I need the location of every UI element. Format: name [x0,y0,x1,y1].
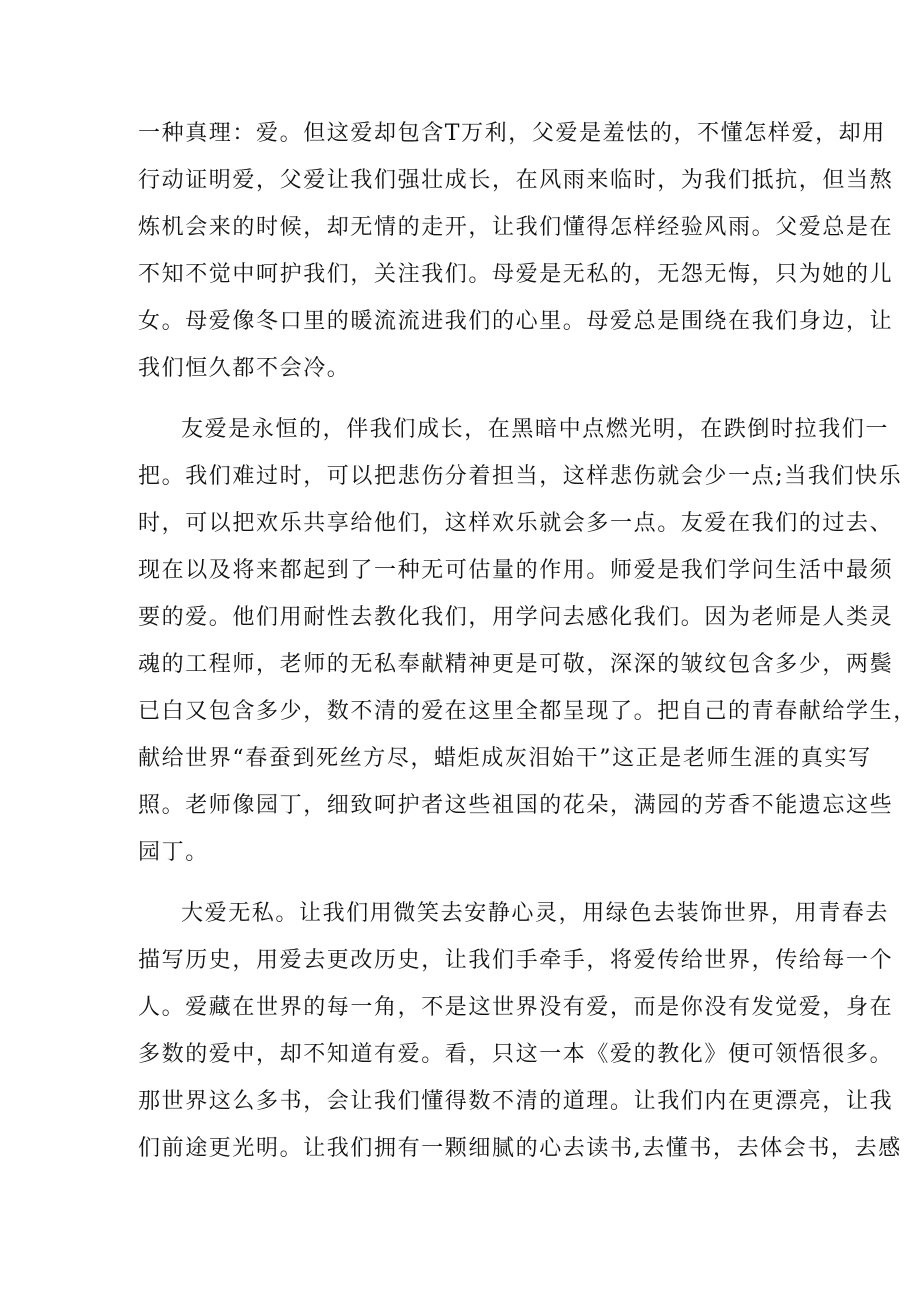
document-body [138,121,917,1183]
text-line: 现在以及将来都起到了一种无可估量的作用。师爱是我们学问生活中最须 [138,558,894,583]
text-line: 描写历史，用爱去更改历史，让我们手牵手，将爱传给世界，传给每一个 [138,948,894,973]
text-line-indented: 大爱无私。让我们用微笑去安静心灵，用绿色去装饰世界，用青春去 [181,901,890,926]
text-line: 不知不觉中呵护我们，关注我们。母爱是无私的，无怨无悔，只为她的儿 [138,262,894,287]
text-line: 园丁。 [138,840,209,865]
text-line: 魂的工程师，老师的无私奉献精神更是可敬，深深的皱纹包含多少，两鬓 [138,652,894,677]
text-line: 多数的爱中，却不知道有爱。看，只这一本《爱的教化》便可领悟很多。 [138,1042,894,1067]
text-line: 把。我们难过时，可以把悲伤分着担当，这样悲伤就会少一点;当我们快乐 [138,464,903,489]
text-line: 行动证明爱，父爱让我们强壮成长，在风雨来临时，为我们抵抗，但当熬 [138,168,894,193]
text-line: 要的爱。他们用耐性去教化我们，用学问去感化我们。因为老师是人类灵 [138,605,894,630]
paragraph-2 [138,417,917,887]
paragraph-3 [138,901,902,1183]
text-line: 那世界这么多书，会让我们懂得数不清的道理。让我们内在更漂亮，让我 [138,1089,894,1114]
paragraph-1 [138,121,894,403]
text-line: 时，可以把欢乐共享给他们，这样欢乐就会多一点。友爱在我们的过去、 [138,511,894,536]
text-line: 已白又包含多少，数不清的爱在这里全都呈现了。把自己的青春献给学生， [138,699,917,724]
text-line: 炼机会来的时候，却无情的走开，让我们懂得怎样经验风雨。父爱总是在 [138,215,894,240]
text-line: 一种真理：爱。但这爱却包含T万利，父爱是羞怯的，不懂怎样爱，却用 [138,121,886,146]
text-line: 献给世界“春蚕到死丝方尽，蜡炬成灰泪始干”这正是老师生涯的真实写 [138,746,872,771]
paragraph-spacer [138,887,786,901]
text-line: 们前途更光明。让我们拥有一颗细腻的心去读书,去懂书，去体会书，去感 [138,1136,902,1161]
paragraph-spacer [138,403,786,417]
text-line: 照。老师像园丁，细致呵护者这些祖国的花朵，满园的芳香不能遗忘这些 [138,793,894,818]
text-line: 人。爱藏在世界的每一角，不是这世界没有爱，而是你没有发觉爱，身在 [138,995,894,1020]
text-line-indented: 友爱是永恒的，伴我们成长，在黑暗中点燃光明，在跌倒时拉我们一 [181,417,890,442]
text-line: 女。母爱像冬口里的暖流流进我们的心里。母爱总是围绕在我们身边，让 [138,309,894,334]
text-line: 我们恒久都不会冷。 [138,356,351,381]
